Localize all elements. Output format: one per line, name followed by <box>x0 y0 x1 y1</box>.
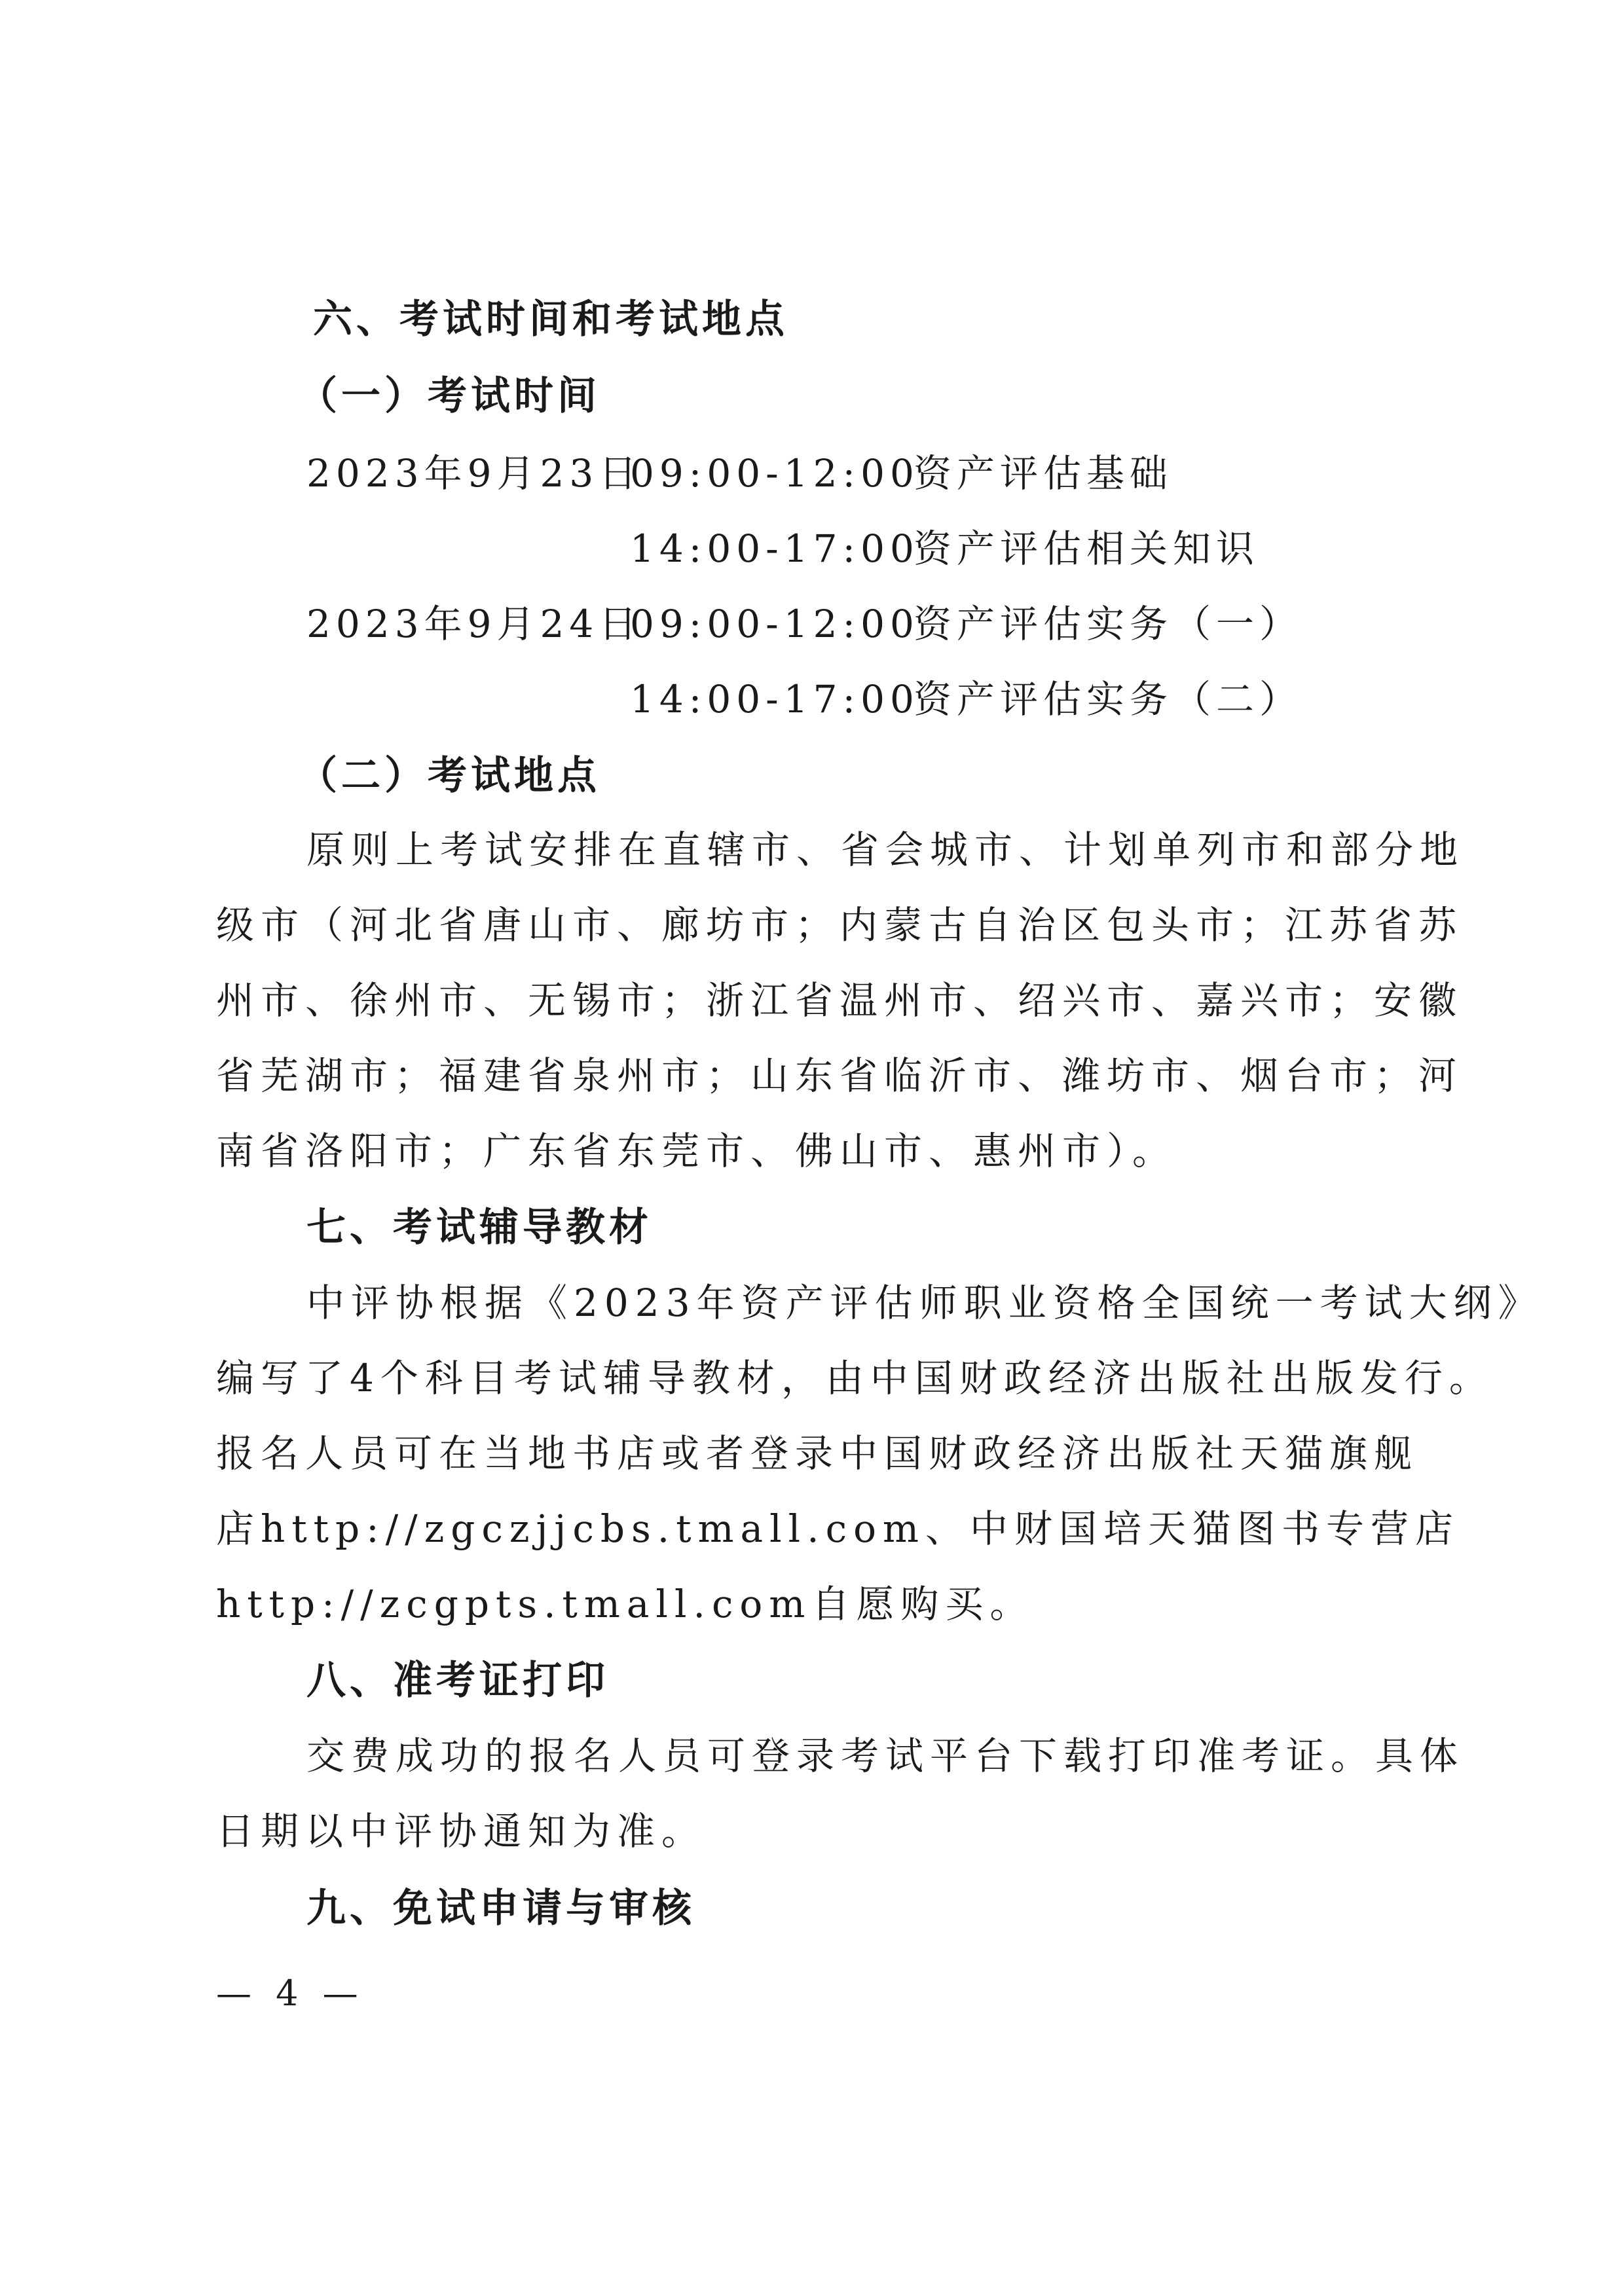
schedule-subject: 资产评估实务（一） <box>913 602 1303 646</box>
schedule-subject: 资产评估实务（二） <box>913 677 1303 721</box>
schedule-subject: 资产评估基础 <box>913 451 1173 496</box>
paragraph-line: 编写了4个科目考试辅导教材，由中国财政经济出版社出版发行。 <box>216 1356 1494 1400</box>
schedule-subject: 资产评估相关知识 <box>913 526 1260 571</box>
schedule-date: 2023年9月23日 <box>306 451 642 496</box>
page-number: — 4 — <box>216 1973 365 2014</box>
paragraph-line: 店http://zgczjjcbs.tmall.com、中财国培天猫图书专营店 <box>216 1506 1460 1551</box>
paragraph-line: http://zcgpts.tmall.com自愿购买。 <box>216 1582 1035 1626</box>
section-8-heading: 八、准考证打印 <box>306 1658 609 1704</box>
paragraph-line: 级市（河北省唐山市、廊坊市；内蒙古自治区包头市；江苏省苏 <box>216 903 1464 947</box>
paragraph-line: 原则上考试安排在直辖市、省会城市、计划单列市和部分地 <box>306 828 1465 872</box>
section-6-heading: 六、考试时间和考试地点 <box>313 297 788 342</box>
paragraph-line: 日期以中评协通知为准。 <box>216 1809 707 1853</box>
paragraph-line: 中评协根据《2023年资产评估师职业资格全国统一考试大纲》 <box>306 1281 1543 1325</box>
schedule-time: 14:00-17:00 <box>630 677 919 721</box>
paragraph-line: 州市、徐州市、无锡市；浙江省温州市、绍兴市、嘉兴市；安徽 <box>216 978 1464 1023</box>
schedule-time: 14:00-17:00 <box>630 526 919 571</box>
section-9-heading: 九、免试申请与审核 <box>306 1886 695 1931</box>
schedule-time: 09:00-12:00 <box>630 602 919 646</box>
paragraph-line: 省芜湖市；福建省泉州市；山东省临沂市、潍坊市、烟台市；河 <box>216 1053 1464 1098</box>
paragraph-line: 交费成功的报名人员可登录考试平台下载打印准考证。具体 <box>306 1734 1465 1778</box>
schedule-date: 2023年9月24日 <box>306 602 642 646</box>
paragraph-line: 南省洛阳市；广东省东莞市、佛山市、惠州市）。 <box>216 1129 1177 1173</box>
section-7-heading: 七、考试辅导教材 <box>306 1205 652 1250</box>
schedule-time: 09:00-12:00 <box>630 451 919 496</box>
paragraph-line: 报名人员可在当地书店或者登录中国财政经济出版社天猫旗舰 <box>216 1431 1419 1476</box>
section-6-subheading-place: （二）考试地点 <box>298 753 600 799</box>
section-6-subheading-time: （一）考试时间 <box>298 373 600 419</box>
